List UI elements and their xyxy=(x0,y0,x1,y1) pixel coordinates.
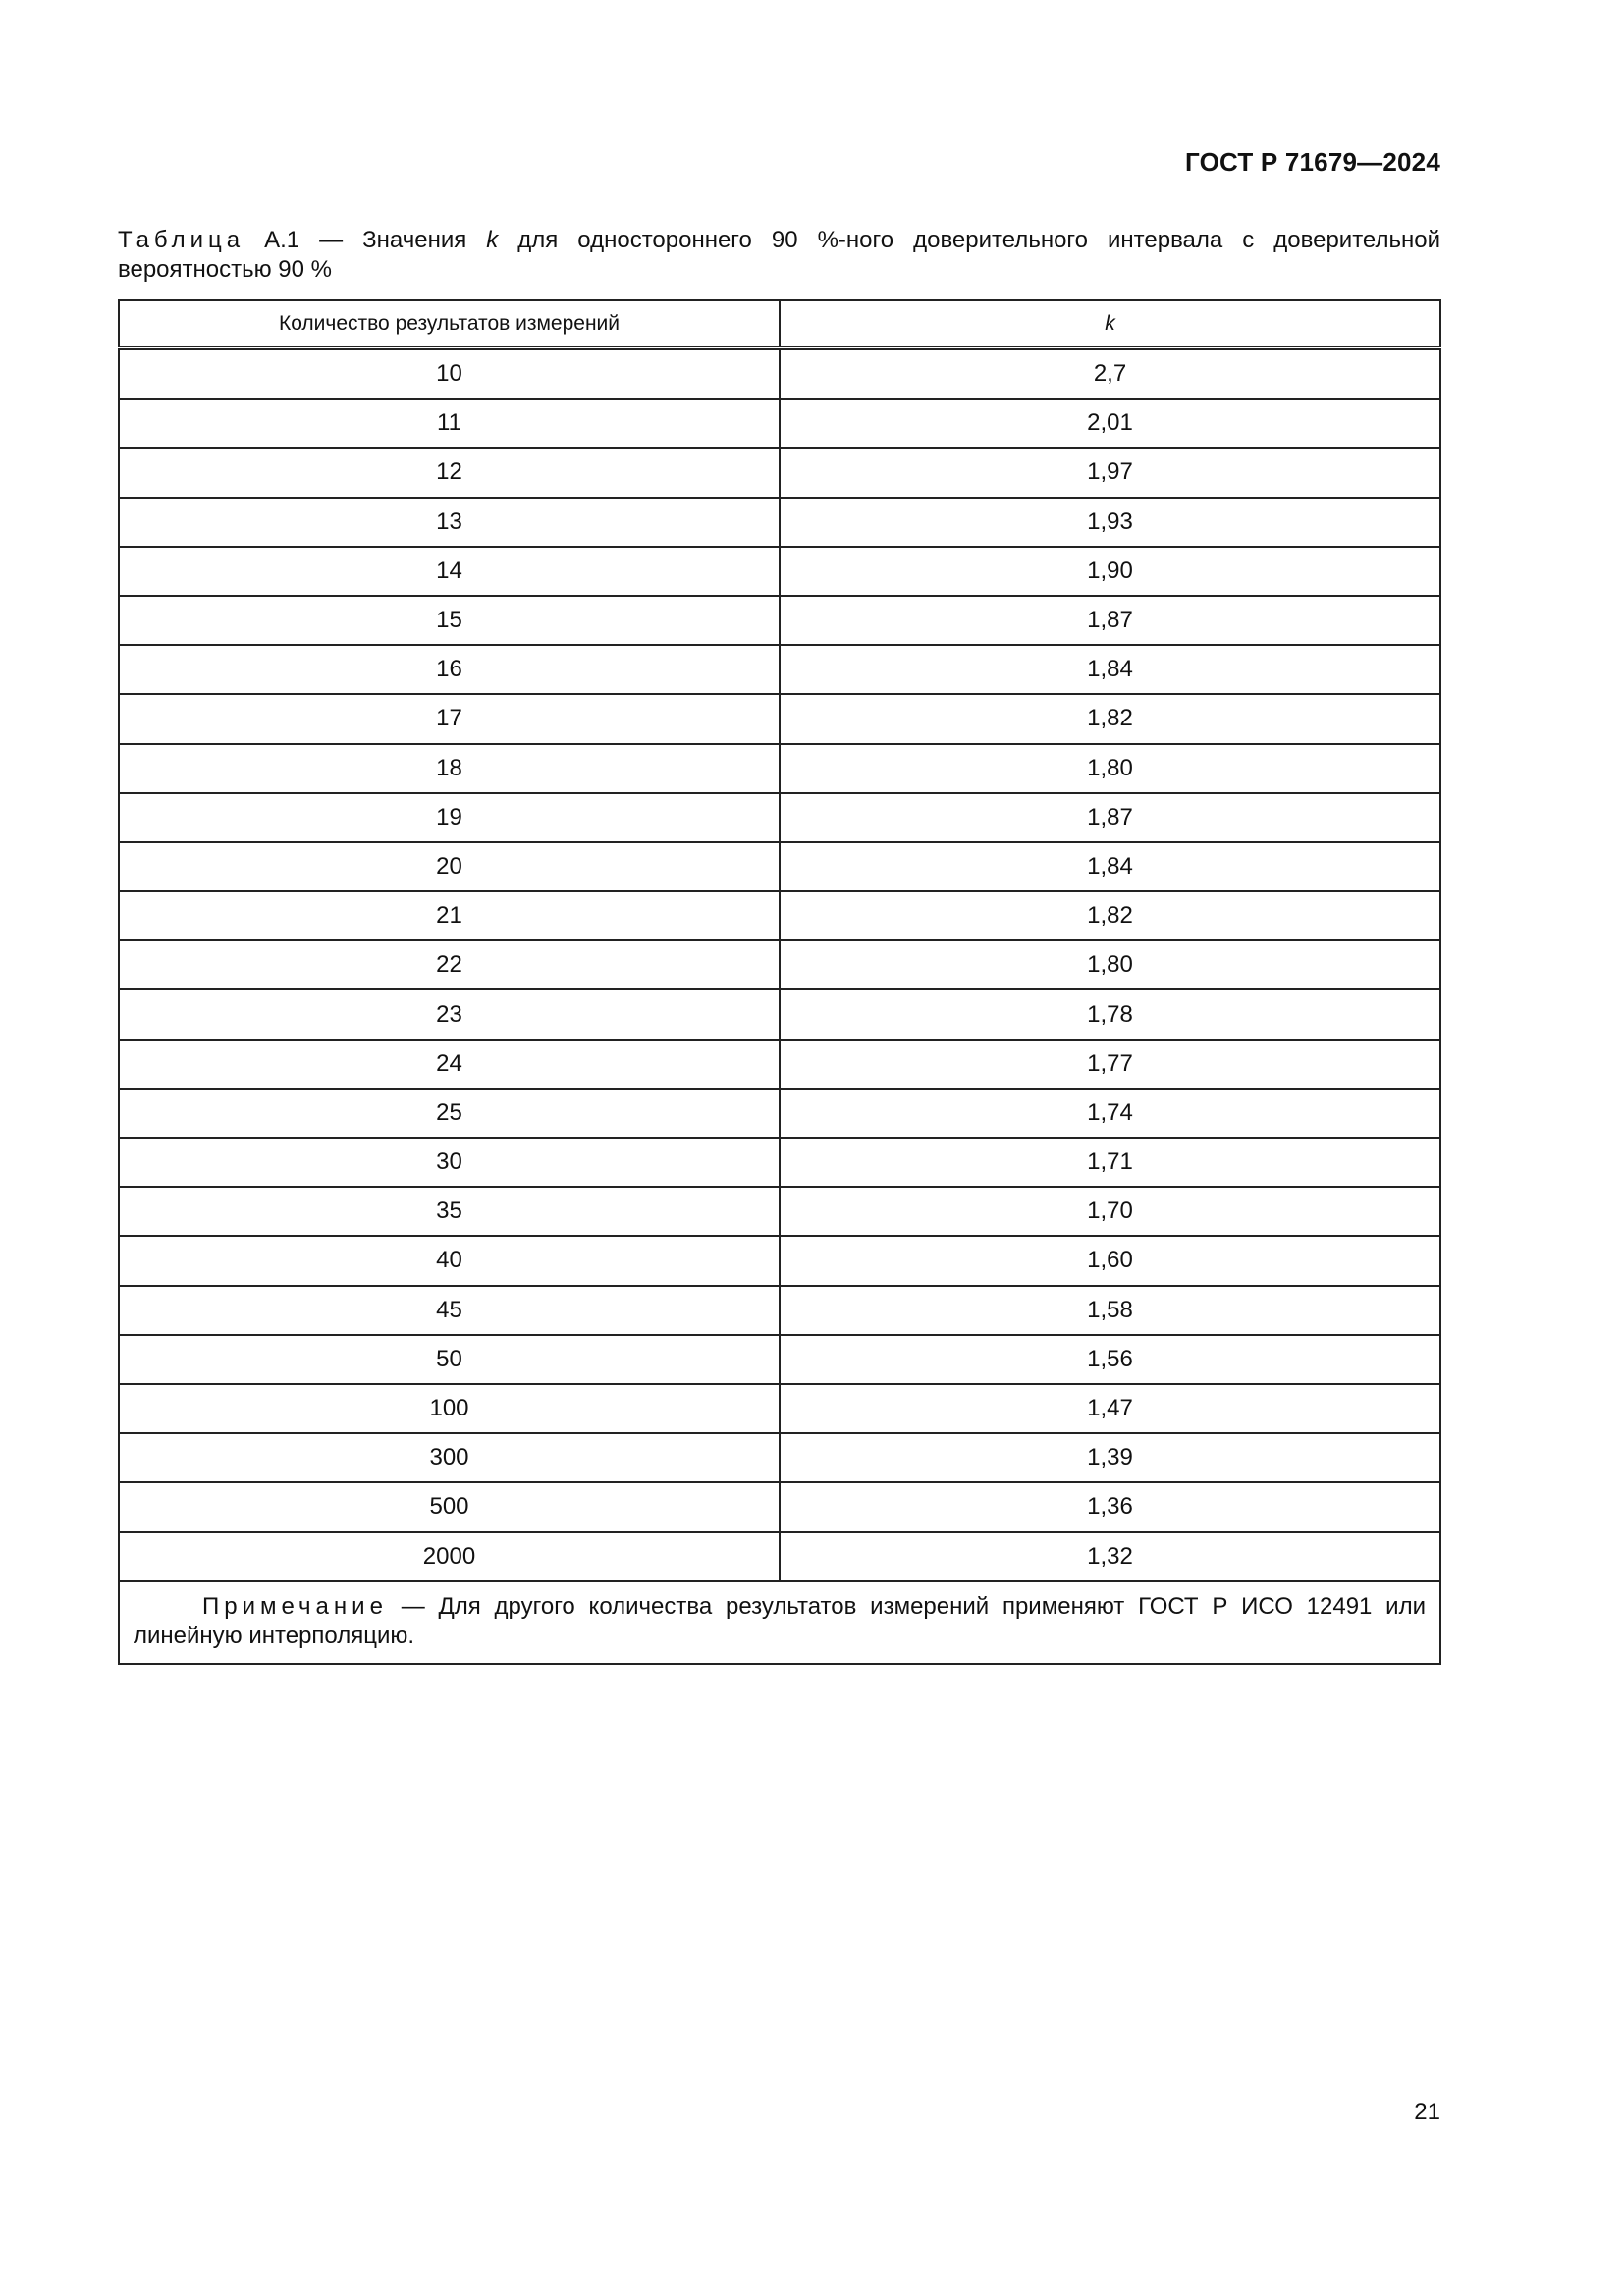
table-row xyxy=(119,1040,1440,1089)
cell-k-value: 1,78 xyxy=(780,989,1440,1039)
table-row xyxy=(119,645,1440,694)
table-row xyxy=(119,547,1440,596)
table-row xyxy=(119,989,1440,1039)
cell-k-value: 1,97 xyxy=(780,448,1440,497)
cell-k-value: 1,80 xyxy=(780,940,1440,989)
cell-measurement-count: 10 xyxy=(119,348,780,400)
table-note-row xyxy=(119,1581,1440,1664)
column-header-k-symbol: k xyxy=(1105,311,1115,335)
cell-k-value: 1,82 xyxy=(780,694,1440,743)
table-row xyxy=(119,1138,1440,1187)
table-row xyxy=(119,744,1440,793)
table-row xyxy=(119,1532,1440,1581)
cell-k-value: 1,70 xyxy=(780,1187,1440,1236)
table-caption-k-symbol: k xyxy=(486,227,499,253)
column-header-k xyxy=(780,300,1440,348)
cell-k-value: 1,90 xyxy=(780,547,1440,596)
cell-measurement-count: 35 xyxy=(119,1187,780,1236)
table-row xyxy=(119,596,1440,645)
table-row xyxy=(119,1187,1440,1236)
cell-measurement-count: 18 xyxy=(119,744,780,793)
table-caption xyxy=(118,226,1440,285)
cell-measurement-count: 15 xyxy=(119,596,780,645)
cell-measurement-count: 50 xyxy=(119,1335,780,1384)
table-row xyxy=(119,793,1440,842)
cell-k-value: 1,84 xyxy=(780,645,1440,694)
table-row xyxy=(119,1433,1440,1482)
cell-k-value: 1,58 xyxy=(780,1286,1440,1335)
cell-k-value: 1,77 xyxy=(780,1040,1440,1089)
table-row xyxy=(119,891,1440,940)
cell-k-value: 2,01 xyxy=(780,399,1440,448)
cell-measurement-count: 22 xyxy=(119,940,780,989)
cell-measurement-count: 500 xyxy=(119,1482,780,1531)
table-note-text: — Для другого количества результатов измерений применяют ГОСТ Р ИСО 12491 или линейную интерполяцию. xyxy=(134,1592,1426,1649)
page-number: 21 xyxy=(1414,2099,1440,2125)
table-caption-text-before: — Значения xyxy=(299,227,487,253)
cell-k-value: 1,87 xyxy=(780,793,1440,842)
table-body xyxy=(119,348,1440,1581)
table-note xyxy=(119,1581,1440,1664)
cell-k-value: 1,32 xyxy=(780,1532,1440,1581)
cell-k-value: 1,56 xyxy=(780,1335,1440,1384)
k-values-table xyxy=(118,299,1441,1665)
cell-measurement-count: 19 xyxy=(119,793,780,842)
cell-k-value: 1,80 xyxy=(780,744,1440,793)
cell-measurement-count: 21 xyxy=(119,891,780,940)
cell-k-value: 1,82 xyxy=(780,891,1440,940)
table-caption-text-after: для одностороннего 90 %-ного доверительного интервала с доверительной вероятностью 90 % xyxy=(118,227,1440,283)
cell-measurement-count: 17 xyxy=(119,694,780,743)
table-caption-label: Таблица xyxy=(118,227,245,253)
cell-k-value: 1,71 xyxy=(780,1138,1440,1187)
cell-measurement-count: 300 xyxy=(119,1433,780,1482)
table-row xyxy=(119,348,1440,400)
cell-measurement-count: 40 xyxy=(119,1236,780,1285)
document-code: ГОСТ Р 71679—2024 xyxy=(1185,147,1440,177)
table-row xyxy=(119,399,1440,448)
table-row xyxy=(119,498,1440,547)
cell-k-value: 1,74 xyxy=(780,1089,1440,1138)
cell-k-value: 1,87 xyxy=(780,596,1440,645)
cell-k-value: 1,60 xyxy=(780,1236,1440,1285)
cell-measurement-count: 14 xyxy=(119,547,780,596)
table-row xyxy=(119,1089,1440,1138)
table-row xyxy=(119,694,1440,743)
cell-measurement-count: 16 xyxy=(119,645,780,694)
table-row xyxy=(119,448,1440,497)
cell-k-value: 1,93 xyxy=(780,498,1440,547)
cell-measurement-count: 23 xyxy=(119,989,780,1039)
table-caption-number: А.1 xyxy=(264,227,300,253)
cell-measurement-count: 2000 xyxy=(119,1532,780,1581)
cell-measurement-count: 100 xyxy=(119,1384,780,1433)
table-row xyxy=(119,1482,1440,1531)
cell-k-value: 2,7 xyxy=(780,348,1440,400)
column-header-count: Количество результатов измерений xyxy=(119,300,780,348)
cell-measurement-count: 25 xyxy=(119,1089,780,1138)
cell-measurement-count: 13 xyxy=(119,498,780,547)
table-row xyxy=(119,1384,1440,1433)
table-row xyxy=(119,1335,1440,1384)
cell-k-value: 1,84 xyxy=(780,842,1440,891)
table-row xyxy=(119,940,1440,989)
cell-k-value: 1,47 xyxy=(780,1384,1440,1433)
cell-measurement-count: 12 xyxy=(119,448,780,497)
table-row xyxy=(119,1236,1440,1285)
table-header-row xyxy=(119,300,1440,348)
cell-measurement-count: 11 xyxy=(119,399,780,448)
cell-measurement-count: 30 xyxy=(119,1138,780,1187)
table-row xyxy=(119,1286,1440,1335)
cell-k-value: 1,36 xyxy=(780,1482,1440,1531)
table-row xyxy=(119,842,1440,891)
cell-measurement-count: 24 xyxy=(119,1040,780,1089)
cell-measurement-count: 45 xyxy=(119,1286,780,1335)
cell-k-value: 1,39 xyxy=(780,1433,1440,1482)
table-note-label: Примечание xyxy=(202,1592,388,1620)
cell-measurement-count: 20 xyxy=(119,842,780,891)
